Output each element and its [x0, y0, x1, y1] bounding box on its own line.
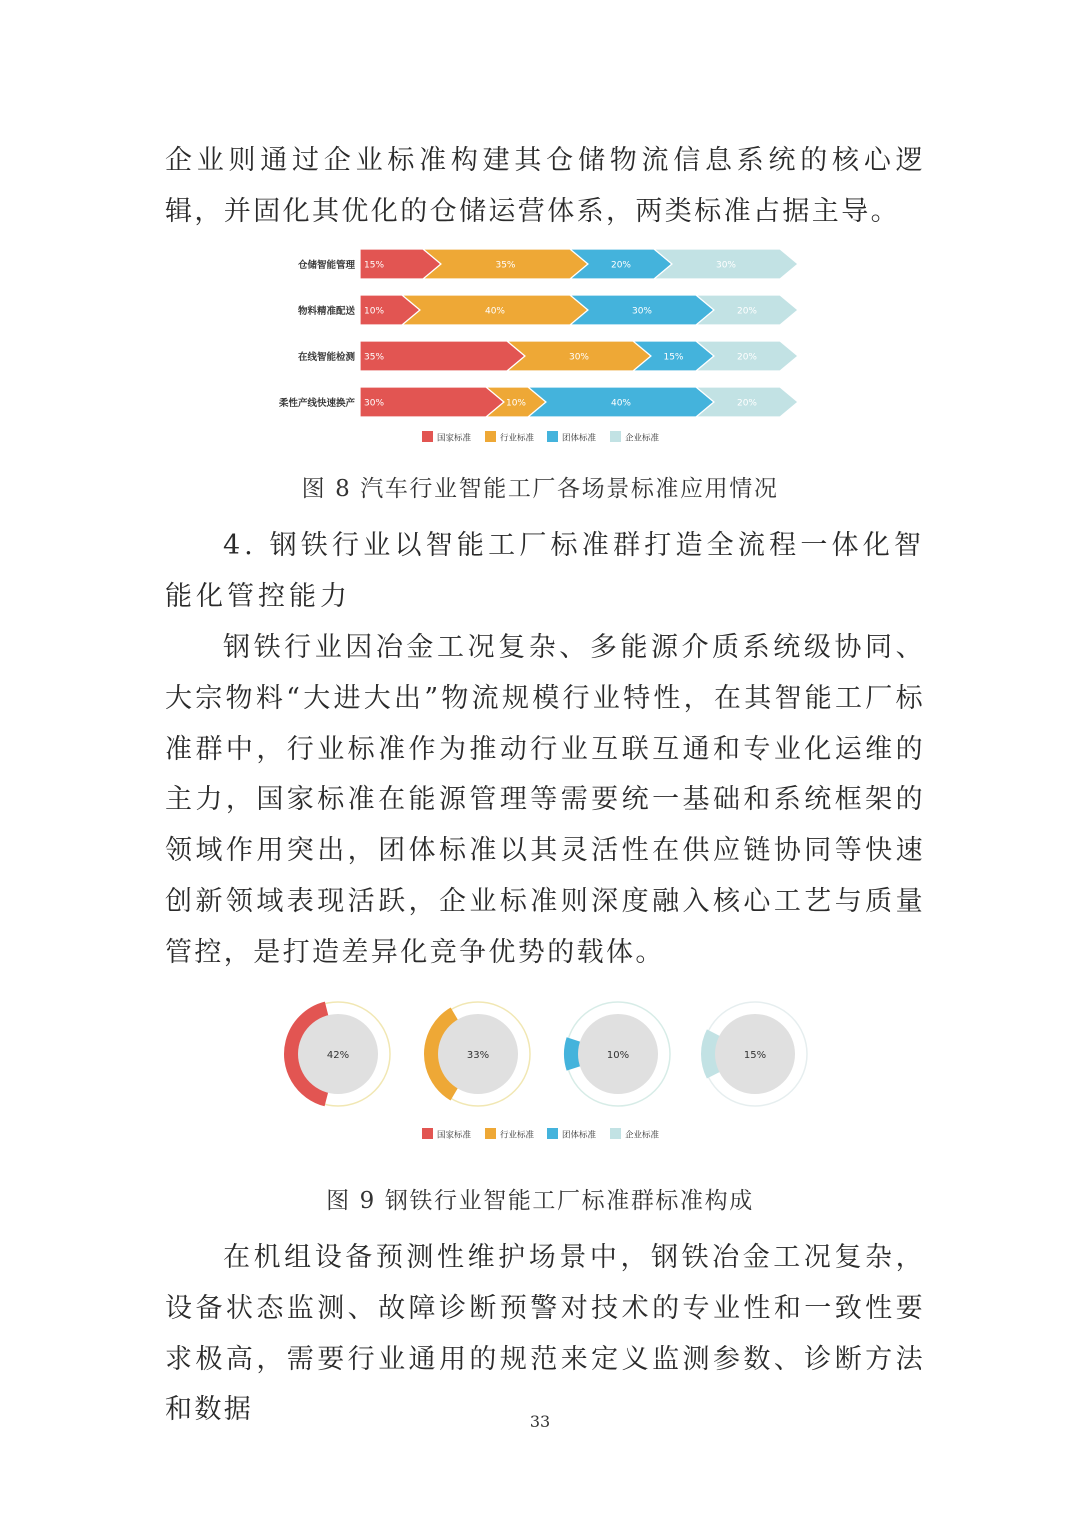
legend-label: 企业标准	[625, 433, 660, 444]
legend-label: 企业标准	[625, 1130, 660, 1141]
legend-label: 团体标准	[562, 433, 597, 444]
bar-value-label: 35%	[364, 352, 385, 363]
legend-label: 团体标准	[562, 1130, 597, 1141]
bar-value-label: 40%	[484, 306, 506, 317]
fig9-ring-chart	[260, 988, 820, 1148]
fig8-stacked-bar-chart	[260, 242, 820, 454]
bar-value-label: 20%	[736, 398, 758, 409]
bar-value-label: 20%	[736, 352, 758, 363]
legend-label: 国家标准	[437, 433, 472, 444]
legend-label: 行业标准	[500, 1130, 535, 1141]
legend-swatch	[485, 1128, 496, 1139]
paragraph-intro: 企业则通过企业标准构建其仓储物流信息系统的核心逻辑，并固化其优化的仓储运营体系，两类标准占据主导。	[165, 145, 925, 227]
bar-value-label: 10%	[505, 398, 527, 409]
bar-category-label: 柔性产线快速换产	[278, 398, 355, 409]
bar-value-label: 30%	[715, 260, 737, 271]
ring-value-label: 42%	[326, 1050, 350, 1061]
bar-value-label: 30%	[631, 306, 653, 317]
page-number: 33	[529, 1412, 551, 1431]
legend-label: 国家标准	[437, 1130, 472, 1141]
legend-swatch	[422, 1128, 433, 1139]
ring-value-label: 10%	[606, 1050, 630, 1061]
ring-value-label: 33%	[466, 1050, 490, 1061]
bar-value-label: 20%	[736, 306, 758, 317]
legend-label: 行业标准	[500, 433, 535, 444]
bar-value-label: 15%	[364, 260, 385, 271]
section-heading-4: 4. 钢铁行业以智能工厂标准群打造全流程一体化智能化管控能力	[165, 530, 925, 612]
legend-swatch	[610, 1128, 621, 1139]
legend-swatch	[547, 431, 558, 442]
legend-swatch	[610, 431, 621, 442]
legend-swatch	[422, 431, 433, 442]
bar-category-label: 在线智能检测	[297, 352, 355, 363]
ring-value-label: 15%	[743, 1050, 767, 1061]
legend-swatch	[547, 1128, 558, 1139]
bar-category-label: 仓储智能管理	[297, 260, 355, 271]
bar-value-label: 30%	[364, 398, 385, 409]
paragraph-maintenance: 在机组设备预测性维护场景中，钢铁冶金工况复杂，设备状态监测、故障诊断预警对技术的专业性和一致性要求极高，需要行业通用的规范来定义监测参数、诊断方法和数据	[165, 1242, 925, 1426]
bar-value-label: 35%	[495, 260, 516, 271]
bar-value-label: 10%	[364, 306, 385, 317]
bar-segment	[360, 341, 525, 371]
bar-value-label: 40%	[610, 398, 632, 409]
fig8-caption: 图 8 汽车行业智能工厂各场景标准应用情况	[301, 476, 779, 502]
paragraph-steel: 钢铁行业因冶金工况复杂、多能源介质系统级协同、大宗物料“大进大出”物流规模行业特性，在其智能工厂标准群中，行业标准作为推动行业互联互通和专业化运维的主力，国家标准在能源管理等需要统一基础和系统框架的领域作用突出，团体标准以其灵活性在供应链协同等快速创新领域表现活跃，企业标准则深度融入核心工艺与质量管控，是打造差异化竞争优势的载体。	[165, 632, 925, 968]
bar-value-label: 20%	[610, 260, 632, 271]
bar-category-label: 物料精准配送	[297, 306, 355, 317]
bar-value-label: 15%	[663, 352, 684, 363]
legend-swatch	[485, 431, 496, 442]
bar-value-label: 30%	[568, 352, 590, 363]
fig9-caption: 图 9 钢铁行业智能工厂标准群标准构成	[326, 1188, 754, 1214]
